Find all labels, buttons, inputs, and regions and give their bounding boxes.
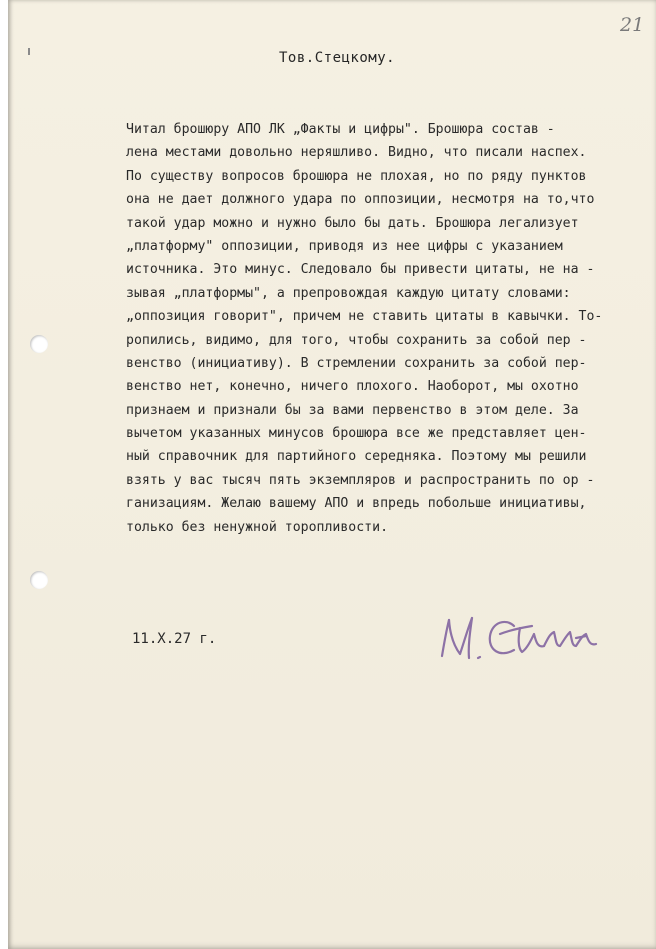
- body-line: венство (инициативу). В стремлении сохранить за собой пер-: [126, 355, 587, 371]
- edge-mark: [28, 48, 30, 55]
- body-line: ный справочник для партийного середняка. Поэтому мы решили: [126, 449, 587, 465]
- punch-hole: [30, 571, 48, 589]
- body-line: По существу вопросов брошюра не плохая, но по ряду пунктов: [126, 168, 587, 184]
- body-line: она не дает должного удара по оппозиции, несмотря на то,что: [126, 192, 595, 208]
- body-line: взять у вас тысяч пять экземпляров и распространить по ор -: [126, 472, 595, 488]
- letter-body: [126, 118, 626, 539]
- body-line: Читал брошюру АПО ЛК „Факты и цифры". Брошюра состав -: [126, 122, 555, 137]
- folio-number: 21: [620, 14, 645, 36]
- body-line: только без ненужной торопливости.: [126, 519, 389, 535]
- addressee-line: Тов.Стецкому.: [279, 50, 396, 66]
- handwritten-signature: [436, 608, 606, 668]
- body-line: венство нет, конечно, ничего плохого. Наоборот, мы охотно: [126, 379, 579, 395]
- body-line: ропились, видимо, для того, чтобы сохранить за собой пер -: [126, 332, 587, 348]
- body-line: такой удар можно и нужно было бы дать. Брошюра легализует: [126, 215, 579, 231]
- body-line: зывая „платформы", а препровождая каждую цитату словами:: [126, 285, 571, 301]
- body-line: „платформу" оппозиции, приводя из нее цифры с указанием: [126, 238, 563, 254]
- paper-sheet: [8, 0, 656, 949]
- scan-border: [0, 0, 8, 949]
- punch-hole: [30, 335, 48, 353]
- body-line: „оппозиция говорит", причем не ставить цитаты в кавычки. То-: [126, 309, 603, 325]
- body-line: ганизациям. Желаю вашему АПО и впредь побольше инициативы,: [126, 496, 587, 512]
- body-line: лена местами довольно неряшливо. Видно, что писали наспех.: [126, 145, 587, 161]
- body-line: признаем и признали бы за вами первенство в этом деле. За: [126, 402, 579, 418]
- letter-date: 11.Х.27 г.: [132, 631, 217, 647]
- body-line: вычетом указанных минусов брошюра все же представляет цен-: [126, 426, 587, 442]
- body-line: источника. Это минус. Следовало бы привести цитаты, не на -: [126, 262, 595, 278]
